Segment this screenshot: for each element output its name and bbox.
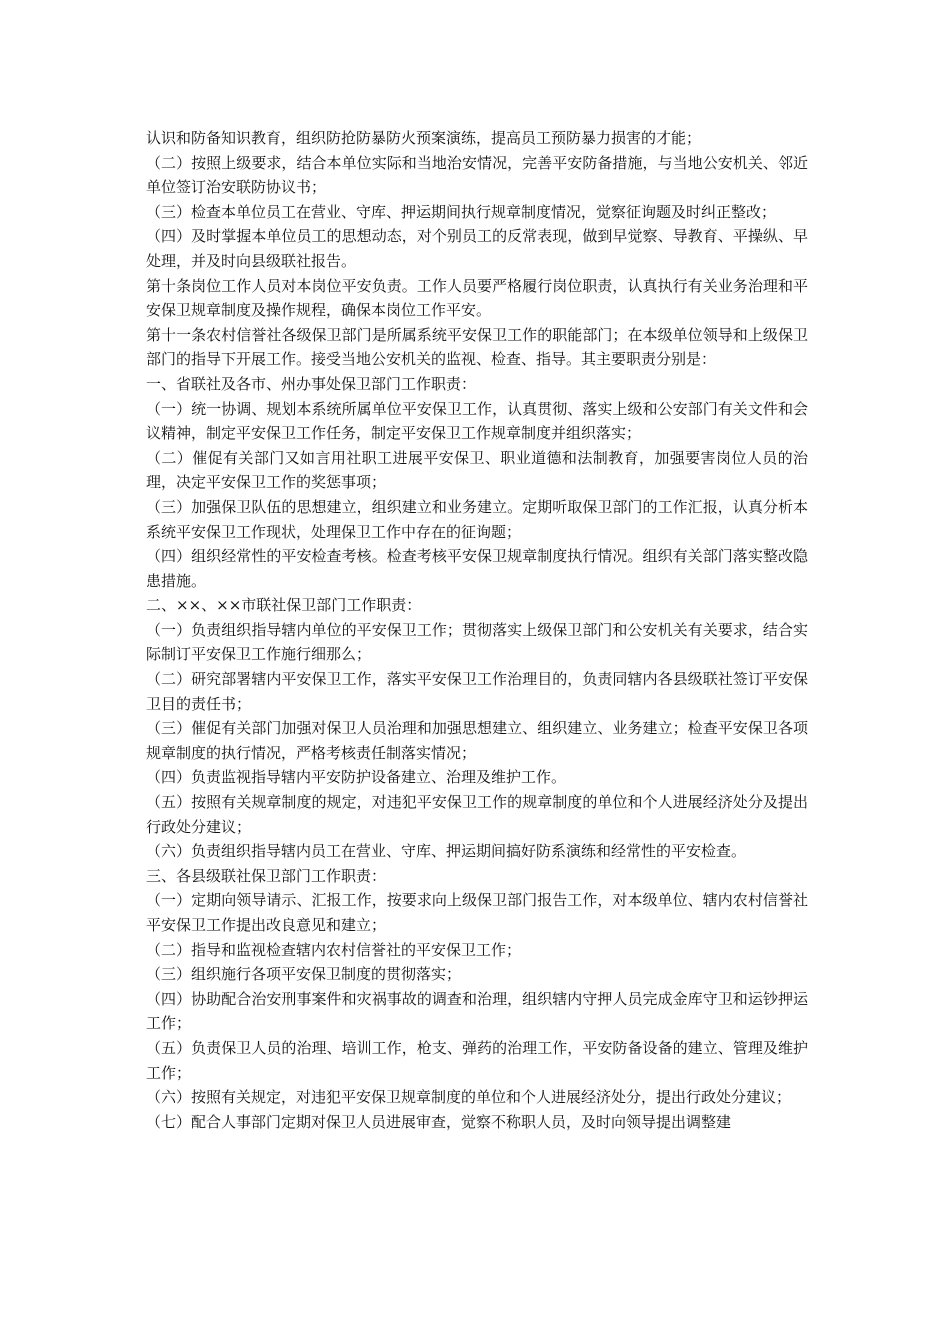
- paragraph: （一）定期向领导请示、汇报工作，按要求向上级保卫部门报告工作，对本级单位、辖内农村信誉社平安保卫工作提出改良意见和建立；: [146, 891, 808, 934]
- paragraph: （二）按照上级要求，结合本单位实际和当地治安情况，完善平安防备措施，与当地公安机关、邻近单位签订治安联防协议书；: [146, 153, 808, 197]
- paragraph: （四）协助配合治安刑事案件和灾祸事故的调查和治理，组织辖内守押人员完成金库守卫和运钞押运工作；: [146, 989, 808, 1033]
- paragraph: （一）负责组织指导辖内单位的平安保卫工作；贯彻落实上级保卫部门和公安机关有关要求，结合实际制订平安保卫工作施行细那么；: [146, 620, 808, 664]
- paragraph: 第十一条农村信誉社各级保卫部门是所属系统平安保卫工作的职能部门；在本级单位领导和上级保卫部门的指导下开展工作。接受当地公安机关的监视、检查、指导。其主要职责分别是：: [146, 325, 808, 369]
- paragraph: （一）统一协调、规划本系统所属单位平安保卫工作，认真贯彻、落实上级和公安部门有关文件和会议精神，制定平安保卫工作任务，制定平安保卫工作规章制度并组织落实；: [146, 399, 808, 443]
- paragraph: （五）负责保卫人员的治理、培训工作，枪支、弹药的治理工作，平安防备设备的建立、管理及维护工作；: [146, 1038, 808, 1082]
- paragraph: （六）负责组织指导辖内员工在营业、守库、押运期间搞好防系演练和经常性的平安检查。: [146, 842, 747, 861]
- document-body: [146, 126, 808, 1134]
- paragraph: 认识和防备知识教育，组织防抢防暴防火预案演练，提高员工预防暴力损害的才能；: [146, 129, 702, 147]
- paragraph: （二）研究部署辖内平安保卫工作，落实平安保卫工作治理目的，负责同辖内各县级联社签订平安保卫目的责任书；: [146, 670, 808, 713]
- paragraph: （三）检查本单位员工在营业、守库、押运期间执行规章制度情况，觉察征询题及时纠正整改；: [146, 202, 777, 221]
- paragraph: （四）组织经常性的平安检查考核。检查考核平安保卫规章制度执行情况。组织有关部门落实整改隐患措施。: [146, 547, 808, 590]
- paragraph: 第十条岗位工作人员对本岗位平安负责。工作人员要严格履行岗位职责，认真执行有关业务治理和平安保卫规章制度及操作规程，确保本岗位工作平安。: [146, 276, 808, 320]
- paragraph: （五）按照有关规章制度的规定，对违犯平安保卫工作的规章制度的单位和个人进展经济处分及提出行政处分建议；: [146, 793, 808, 836]
- paragraph: （三）催促有关部门加强对保卫人员治理和加强思想建立、组织建立、业务建立；检查平安保卫各项规章制度的执行情况，严格考核责任制落实情况；: [146, 719, 808, 762]
- section-heading: 一、省联社及各市、州办事处保卫部门工作职责：: [146, 374, 477, 393]
- section-heading: 三、各县级联社保卫部门工作职责：: [146, 866, 387, 885]
- paragraph: （六）按照有关规定，对违犯平安保卫规章制度的单位和个人进展经济处分，提出行政处分建议；: [146, 1088, 792, 1107]
- paragraph: （四）及时掌握本单位员工的思想动态，对个别员工的反常表现，做到早觉察、导教育、平操纵、早处理，并及时向县级联社报告。: [146, 227, 808, 270]
- section-heading: 二、××、××市联社保卫部门工作职责：: [146, 596, 422, 615]
- paragraph: （三）加强保卫队伍的思想建立，组织建立和业务建立。定期听取保卫部门的工作汇报，认真分析本系统平安保卫工作现状，处理保卫工作中存在的征询题；: [146, 497, 808, 541]
- paragraph: （二）指导和监视检查辖内农村信誉社的平安保卫工作；: [146, 940, 522, 959]
- paragraph: （四）负责监视指导辖内平安防护设备建立、治理及维护工作。: [146, 768, 567, 787]
- paragraph: （七）配合人事部门定期对保卫人员进展审查，觉察不称职人员，及时向领导提出调整建: [146, 1112, 732, 1131]
- paragraph: （三）组织施行各项平安保卫制度的贯彻落实；: [146, 965, 462, 984]
- paragraph: （二）催促有关部门又如言用社职工进展平安保卫、职业道德和法制教育，加强要害岗位人员的治理，决定平安保卫工作的奖惩事项；: [146, 448, 808, 492]
